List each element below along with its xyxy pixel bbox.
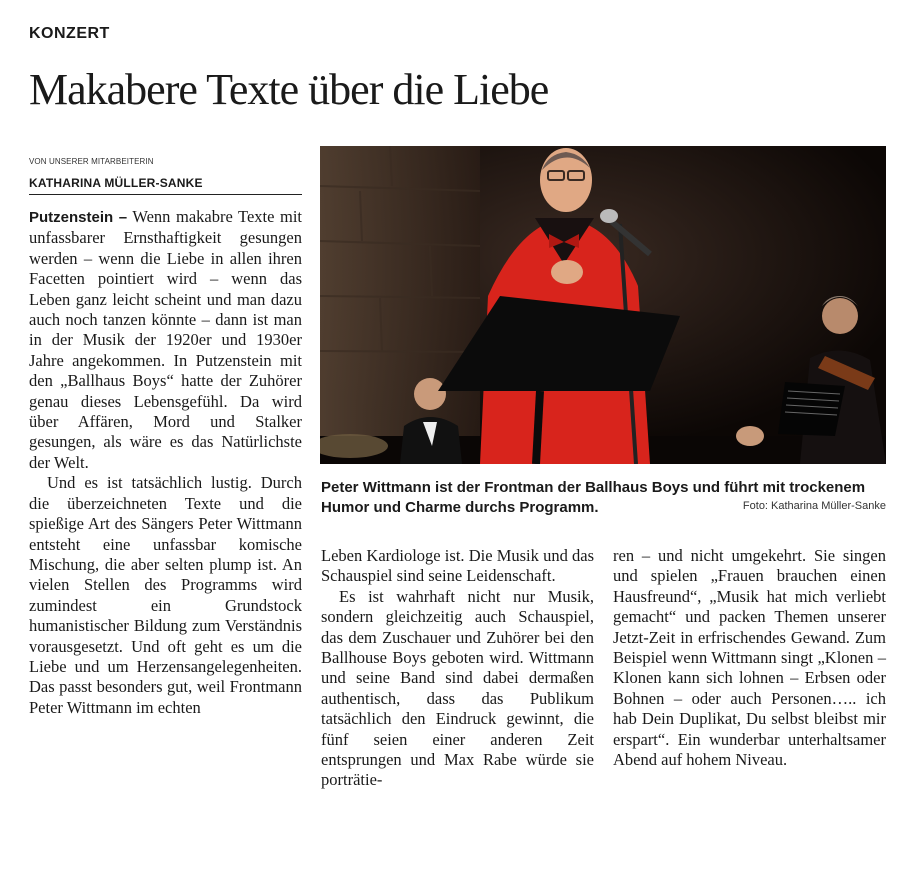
byline-author: KATHARINA MÜLLER-SANKE (29, 176, 203, 190)
paragraph-2: Und es ist tatsächlich lustig. Durch die überzeichneten Texte und die spießige Art des Sängers Peter Wittmann entsteht eine unfassbar komische Mischung, die aber selten plump ist. An vielen Stellen des Programms wird zumindest ein Grundstock humanistischer Bildung zum Verständnis vorausgesetzt. Und oft geht es um die Liebe und um Herzensangelegenheiten. Das passt besonders gut, weil Frontmann Peter Wittmann im echten (29, 473, 302, 717)
paragraph-1-text: Wenn makabre Texte mit unfassbarer Ernsthaftigkeit gesungen werden – wenn die Liebe in allen ihren Facetten pointiert wird – wenn das Leben ganz leicht scheint und man dazu auch noch tanzen könnte – dann ist man in der Musik der 1920er und 1930er Jahre angekommen. In Putzenstein mit den „Ballhaus Boys“ hatte der Zuhörer genau dieses Lebensgefühl. Da wird über Affären, Mord und Stalker gesungen, als wäre es das Natürlichste der Welt. (29, 207, 302, 472)
article-column-1 (29, 207, 302, 718)
byline-divider (29, 194, 302, 195)
dateline: Putzenstein – (29, 209, 128, 226)
section-kicker: KONZERT (29, 25, 110, 42)
headline: Makabere Texte über die Liebe (29, 65, 549, 114)
paragraph-4: Es ist wahrhaft nicht nur Musik, sondern gleichzeitig auch Schauspiel, das dem Zuschauer und Zuhörer bei den Ballhouse Boys geboten wird. Wittmann und seine Band sind dabei dermaßen authentisch, dass das Publikum tatsächlich den Eindruck gewinnt, die fünf seien einer anderen Zeit entsprungen und Max Rabe würde sie porträtie- (321, 586, 594, 790)
paragraph-1 (29, 207, 302, 473)
article-column-3 (613, 546, 886, 770)
photo-credit: Foto: Katharina Müller-Sanke (742, 500, 886, 512)
byline-prefix: VON UNSERER MITARBEITERIN (29, 157, 154, 166)
paragraph-5: ren – und nicht umgekehrt. Sie singen und spielen „Frauen brauchen einen Hausfreund“, „Musik hat mich verliebt gemacht“ und packen Themen unserer Jetzt-Zeit in erfrischendes Gewand. Zum Beispiel wenn Wittmann singt „Klonen – Klonen kann sich lohnen – Erbsen oder Bohnen – oder auch Personen….. ich hab Dein Duplikat, Du selbst bleibst mir erspart“. Ein wunderbar unterhaltsamer Abend auf hohem Niveau. (613, 546, 886, 770)
article-column-2 (321, 546, 594, 791)
paragraph-3: Leben Kardiologe ist. Die Musik und das Schauspiel sind seine Leidenschaft. (321, 546, 594, 586)
photo-caption-text: Peter Wittmann ist der Frontman der Ballhaus Boys und führt mit trockenem Humor und Charme durchs Programm. (321, 479, 866, 516)
photo-caption (321, 478, 887, 518)
concert-photo (320, 146, 886, 464)
